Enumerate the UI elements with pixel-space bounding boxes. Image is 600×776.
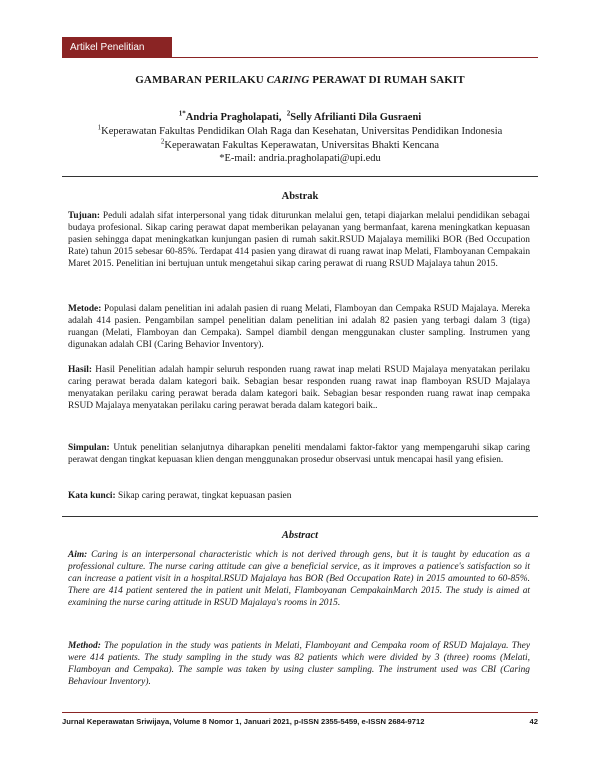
abstrak-metode	[68, 303, 530, 351]
hasil-label: Hasil:	[68, 365, 92, 375]
article-title	[62, 74, 538, 86]
affiliation-1-sup: 1	[97, 123, 102, 132]
author-1-sup: 1*	[178, 109, 186, 118]
author-email: *E-mail: andria.pragholapati@upi.edu	[219, 153, 381, 164]
abstrak-simpulan	[68, 442, 530, 466]
abstract-heading: Abstract	[281, 530, 319, 541]
affiliation-1-text: Keperawatan Fakultas Pendidikan Olah Raga dan Kesehatan, Universitas Pendidikan Indonesia	[101, 126, 503, 137]
author-2-name: Selly Afrilianti Dila Gusraeni	[290, 112, 422, 123]
tujuan-text: Peduli adalah sifat interpersonal yang tidak diturunkan melalui gen, tetapi diajarkan melalui pendidikan sebagai budaya profesional. Sikap caring perawat dapat memberikan pelayanan yang bermanfaat, karena meningkatkan kepuasan pasien sehingga dapat meningkatkan kunjungan pasien di rumah sakit.RSUD Majalaya memiliki BOR (Bed Occupation Rate) tahun 2015 sebesar 60-85%. Terdapat 414 pasien yang dirawat di ruang rawat inap Melati, Flamboyanan Cempakain Maret 2015. Penelitian ini bertujuan untuk mengetahui sikap caring perawat di ruang RSUD Majalaya tahun 2015.	[68, 211, 530, 270]
simpulan-label: Simpulan:	[68, 443, 110, 453]
author-line	[62, 109, 538, 123]
page-number: 42	[529, 717, 538, 726]
method-label: Method:	[68, 641, 101, 651]
abstract-aim	[68, 549, 530, 609]
tujuan-label: Tujuan:	[68, 211, 100, 221]
abstrak-heading: Abstrak	[281, 191, 319, 202]
footer-journal: Jurnal Keperawatan Sriwijaya, Volume 8 Nomor 1, Januari 2021, p-ISSN 2355-5459, e-ISSN 2684-9712	[62, 717, 425, 726]
title-emphasis: CARING	[266, 74, 310, 86]
section-tag: Artikel Penelitian	[62, 37, 172, 58]
footer-rule	[62, 712, 538, 713]
simpulan-text: Untuk penelitian selanjutnya diharapkan peneliti mendalami faktor-faktor yang mempengaruhi sikap caring perawat dengan tingkat kepuasan klien dengan menggunakan prosedur observasi untuk mencapai hasil yang efisien.	[68, 443, 530, 466]
abstract-method	[68, 640, 530, 688]
metode-label: Metode:	[68, 304, 102, 314]
title-prefix: GAMBARAN PERILAKU	[135, 74, 267, 86]
metode-text: Populasi dalam penelitian ini adalah pasien di ruang Melati, Flamboyan dan Cempaka RSUD Majalaya. Mereka adalah 414 pasien. Pengambilan sampel penelitian dalam penelitian ini adalah 82 pasien yang terbagi dalam 3 (tiga) ruangan (Melati, Flamboyan dan Cempaka). Sampel diambil dengan menggunakan cluster sampling. Instrumen yang digunakan adalah CBI (Caring Behavior Inventory).	[68, 304, 530, 351]
author-1-name: Andria Pragholapati,	[185, 112, 282, 123]
title-suffix: PERAWAT DI RUMAH SAKIT	[309, 74, 465, 86]
footer	[62, 717, 538, 726]
author-2-sup: 2	[286, 109, 291, 118]
abstrak-hasil	[68, 364, 530, 412]
aim-label: Aim:	[68, 550, 88, 560]
affiliation-2	[62, 137, 538, 151]
affiliation-1	[62, 123, 538, 137]
keywords-label: Kata kunci:	[68, 491, 116, 501]
aim-text: Caring is an interpersonal characteristic which is not derived through gens, but it is taught by education as a professional culture. The nurse caring attitude can give a beneficial service, as it improves a patience's satisfaction so it can increase a patient visit in a hospital.RSUD Majalaya has BOR (Bed Occupation Rate) in 2015 amounted to 60-85%. There are 414 patient sentered the in patient unit Melati, Flamboyanan CempakainMarch 2015. The study is aimed at examining the nurse caring attitude in RSUD Majalaya's rooms in 2015.	[68, 550, 530, 609]
header-rule	[62, 57, 538, 58]
abstrak-keywords	[68, 490, 530, 502]
abstrak-tujuan	[68, 210, 530, 270]
keywords-text: Sikap caring perawat, tingkat kepuasan pasien	[115, 491, 292, 501]
divider	[62, 176, 538, 177]
affiliation-2-text: Keperawatan Fakultas Keperawatan, Universitas Bhakti Kencana	[164, 140, 440, 151]
method-text: The population in the study was patients in Melati, Flamboyant and Cempaka room of RSUD Majalaya. They were 414 patients. The study sampling in the study was 82 patients which were divided by 3 (three) rooms (Melati, Flamboyan and Cempaka). The sample was taken by using cluster sampling. The instrument used was CBI (Caring Behaviour Inventory).	[68, 641, 530, 688]
hasil-text: Hasil Penelitian adalah hampir seluruh responden ruang rawat inap melati RSUD Majalaya menyatakan perilaku caring perawat berada dalam kategori baik. Sebagian besar responden ruang rawat inap flamboyan RSUD Majalaya menyatakan perilaku caring perawat berada dalam kategori baik. Sebagian besar responden ruang rawat inap cempaka RSUD Majalaya menyatakan perilaku caring perawat berada dalam kategori baik..	[68, 365, 530, 412]
affiliation-2-sup: 2	[160, 137, 165, 146]
divider	[62, 516, 538, 517]
